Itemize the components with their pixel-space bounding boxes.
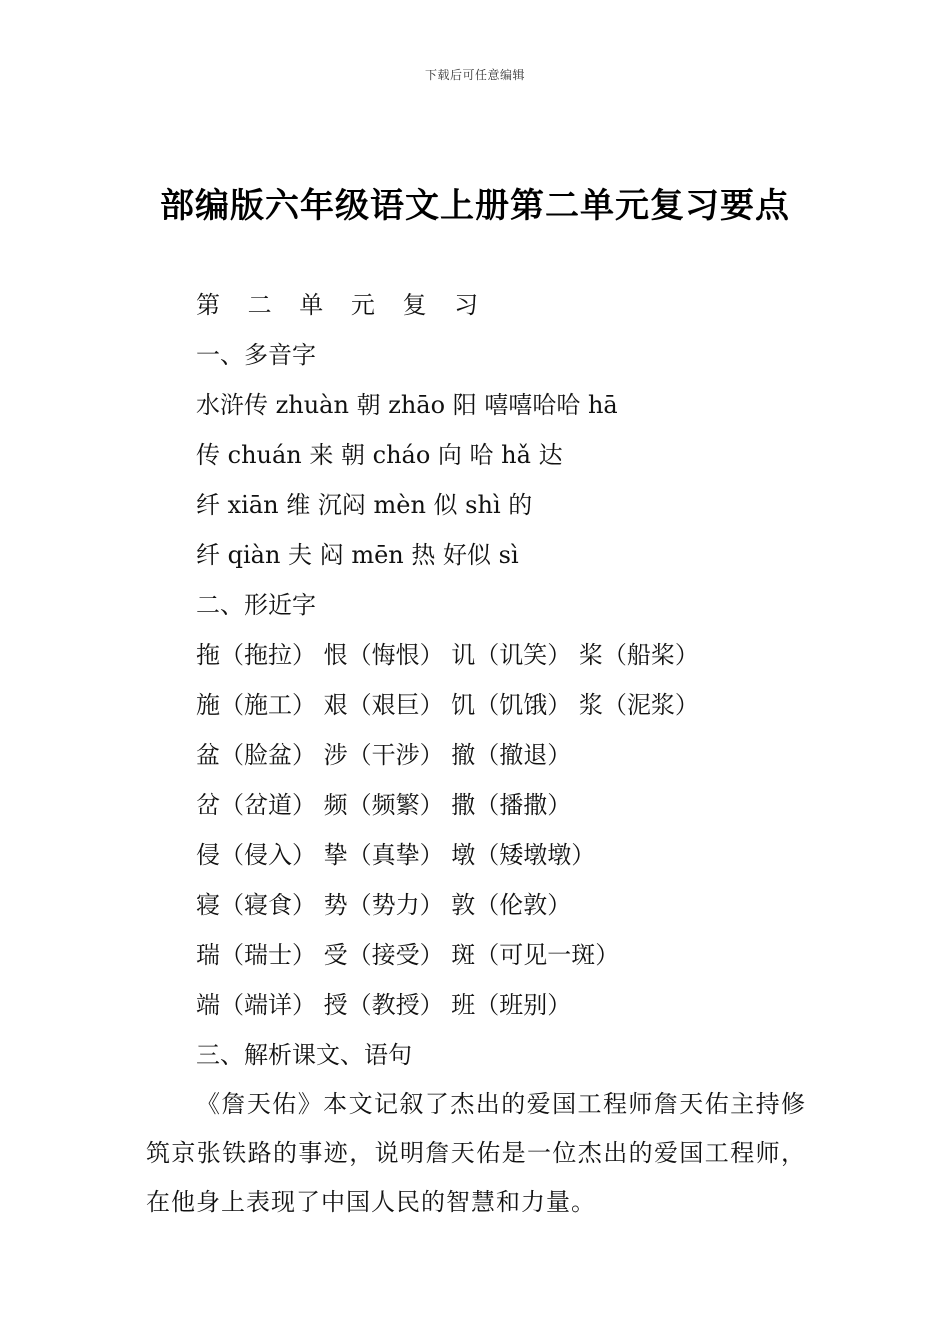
analysis-heading: 三、解析课文、语句 xyxy=(196,1041,412,1069)
similar-chars-line: 施（施工） 艰（艰巨） 饥（饥饿） 浆（泥浆） xyxy=(196,691,699,719)
document-body xyxy=(146,280,806,1227)
similar-chars-line: 盆（脸盆） 涉（干涉） 撤（撤退） xyxy=(196,741,572,769)
polyphonic-line: 纤 xiān 维 沉闷 mèn 似 shì 的 xyxy=(196,491,533,519)
similar-chars-line: 端（端详） 授（教授） 班（班别） xyxy=(196,991,572,1019)
polyphonic-line: 传 chuán 来 朝 cháo 向 哈 hǎ 达 xyxy=(196,441,563,469)
page-header: 下载后可任意编辑 xyxy=(424,68,525,82)
similar-chars-line: 拖（拖拉） 恨（悔恨） 讥（讥笑） 桨（船桨） xyxy=(196,641,699,669)
analysis-paragraph: 《詹天佑》本文记叙了杰出的爱国工程师詹天佑主持修筑京张铁路的事迹，说明詹天佑是一位杰出的爱国工程师，在他身上表现了中国人民的智慧和力量。 xyxy=(146,1090,806,1216)
similar-chars-line: 侵（侵入） 挚（真挚） 墩（矮墩墩） xyxy=(196,841,596,869)
section-heading: 第 二 单 元 复 习 xyxy=(196,291,489,319)
similar-chars-line: 岔（岔道） 频（频繁） 撒（播撒） xyxy=(196,791,572,819)
polyphonic-line: 水浒传 zhuàn 朝 zhāo 阳 嘻嘻哈哈 hā xyxy=(196,391,618,419)
similar-chars-line: 寝（寝食） 势（势力） 敦（伦敦） xyxy=(196,891,572,919)
document-title: 部编版六年级语文上册第二单元复习要点 xyxy=(160,186,790,226)
similar-chars-heading: 二、形近字 xyxy=(196,591,316,619)
similar-chars-line: 瑞（瑞士） 受（接受） 斑（可见一斑） xyxy=(196,941,620,969)
polyphonic-heading: 一、多音字 xyxy=(196,341,316,369)
polyphonic-line: 纤 qiàn 夫 闷 mēn 热 好似 sì xyxy=(196,541,519,569)
